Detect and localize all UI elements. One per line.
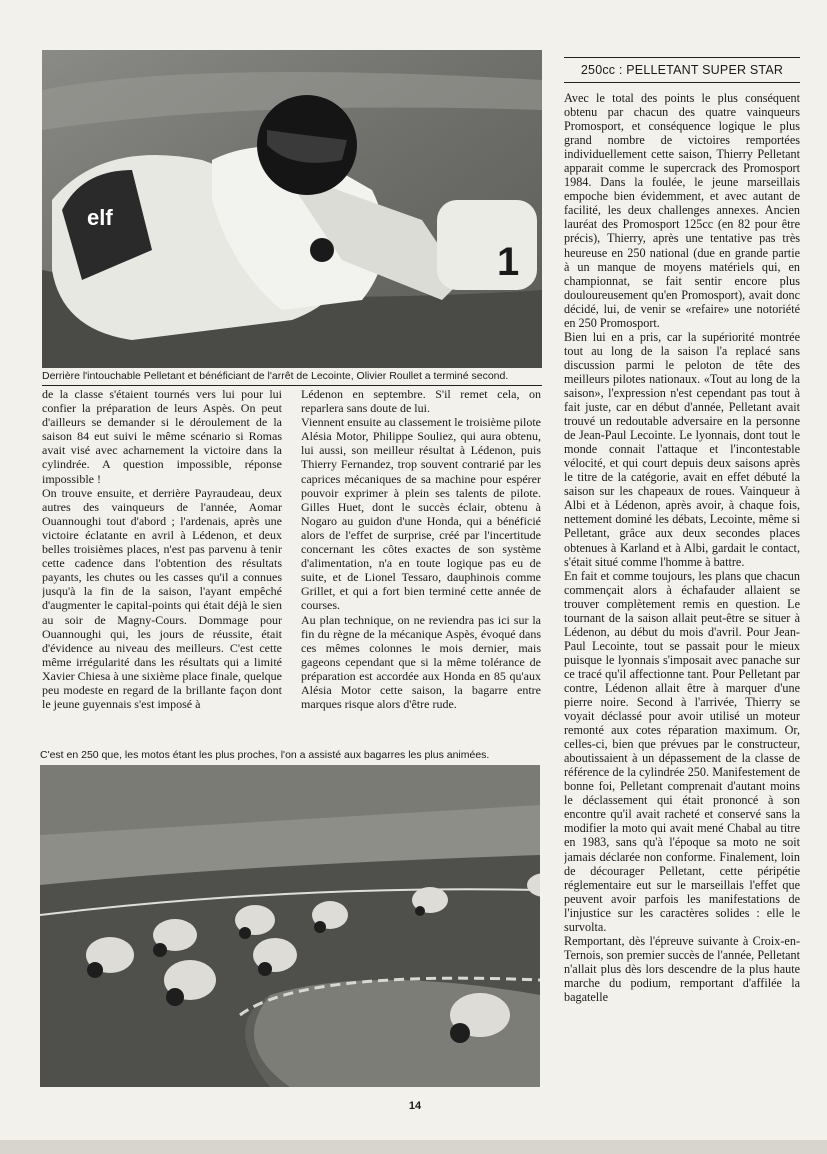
- elf-logo: elf: [87, 205, 113, 230]
- article-paragraph: Viennent ensuite au classement le troisième pilote Alésia Motor, Philippe Souliez, qui aura obtenu, lui aussi, son meilleur résultat à Lédenon, puis Thierry Fernandez, trop souvent contrarié par les caprices mécaniques de sa machine pour espérer pouvoir exprimer à plein ses talents de pilote. Gilles Huet, dont le succès éclair, obtenu à Nogaro au guidon d'une Honda, qui a bénéficié alors de l'effet de surprise, créé par l'incertitude concernant les côtes exactes de son système d'alimentation, n'a en toute logique pas eu de suite, et de Lionel Tessaro, dauphinois comme Grillet, et qui a fort bien terminé cette année de courses.: [301, 415, 541, 613]
- article-column-middle: [301, 387, 541, 745]
- page-edge: [0, 1140, 827, 1154]
- photo-caption-top: Derrière l'intouchable Pelletant et bénéficiant de l'arrêt de Lecointe, Olivier Roullet a terminé second.: [42, 370, 542, 386]
- article-paragraph: On trouve ensuite, et derrière Payraudeau, deux autres des vainqueurs de l'année, Aomar Ouannoughi tout d'abord ; l'ardenais, après une victoire éclatante en avril à Lédenon, et deux belles troisièmes places, n'est pas parvenu à tenir cette cadence dans l'obtention des résultats payants, les chutes ou les casses qu'il a connues jusqu'à la fin de la saison, l'ayant empêché d'augmenter le capital-points qui était déjà le sien au soir de Magny-Cours. Dommage pour Ouannoughi qui, les jours de réussite, était d'évidence au niveau des meilleurs. C'est cette même irrégularité dans les résultats qui a limité Xavier Chiesa à une sixième place finale, quelque peu modeste en regard de la brillante façon dont le jeune guyennais s'est imposé à: [42, 485, 282, 712]
- article-paragraph: de la classe s'étaient tournés vers lui pour lui confier la préparation de leurs Aspès. On peut d'ailleurs se demander si le déroulement de la saison 84 eut suivi le même scénario si Romas avait visé avec acharnement la victoire dans la cylindrée. A question impossible, réponse impossible !: [42, 387, 282, 486]
- sidebar-paragraph: En fait et comme toujours, les plans que chacun commençait alors à échafauder allaient se trouver complètement remis en question. Le tournant de la saison allait peut-être se situer à Lédenon, au début du mois d'avril. Pour Jean-Paul Lecointe, tout se passait pour le mieux puisque le lyonnais s'imposait avec panache sur ce tracé qu'il affectionne tant. Pour Pelletant par contre, Lédenon allait être à marquer d'une pierre noire. Second à l'arrivée, Thierry se voyait déclassé pour avoir utilisé un moteur remonté aux cotes réparation maximum. Or, celles-ci, bien que prévues par le constructeur, aboutissaient à un dépassement de la classe de référence de la cylindrée 250. Manifestement de bonne foi, Pelletant comprenait d'autant moins le déclassement qui était prononcé à son encontre qu'il avait racheté et conservé sans la modifier la moto qui avait mené Chabal au titre en 1983, sans qu'à l'époque sa moto ne soit jamais déclarée non conforme. Finalement, loin de décourager Pelletant, cette péripétie réglementaire eut sur le marseillais l'effet que peuvent avoir parfois les manifestations de l'injustice sur les caractères solides : elle le survolta.: [564, 568, 800, 934]
- article-paragraph: Au plan technique, on ne reviendra pas ici sur la fin du règne de la mécanique Aspès, évoqué dans ces mêmes colonnes le mois dernier, mais gageons cependant que si la même tolérance de préparation est accordée aux Honda en 85 qu'aux Alésia Motor cette saison, la bagarre entre marques risque alors d'être rude.: [301, 612, 541, 712]
- photo-caption-bottom: C'est en 250 que, les motos étant les plus proches, l'on a assisté aux bagarres les plus animées.: [40, 749, 490, 761]
- sidebar-title: 250cc : PELLETANT SUPER STAR: [564, 57, 800, 83]
- photo-rider-pelletant: [42, 50, 542, 368]
- glove-icon: [310, 238, 334, 262]
- sidebar-column: [564, 91, 800, 1127]
- rider-illustration: [42, 50, 542, 368]
- photo-race-pack: [40, 765, 540, 1087]
- race-number-icon: 1: [497, 240, 520, 284]
- sidebar-paragraph: Remportant, dès l'épreuve suivante à Croix-en-Ternois, son premier succès de l'année, Pelletant n'allait plus dès lors descendre de la plus haute marche du podium, remportant d'affilée la bagatelle: [564, 933, 800, 1004]
- page-number: 14: [408, 1100, 422, 1112]
- article-paragraph: Lédenon en septembre. S'il remet cela, on reparlera sans doute de lui.: [301, 387, 541, 416]
- sidebar-paragraph: Bien lui en a pris, car la supériorité montrée tout au long de la saison l'a replacé sans discussion parmi le peloton de tête des meilleurs pilotes nationaux. «Tout au long de la saison», l'expression n'est cependant pas tout à fait juste, car en début d'année, Pelletant avait trouvé un redoutable adversaire en la personne de Jean-Paul Lecointe. Le lyonnais, dont tout le monde connait l'attaque et l'incontestable vélocité, et qui court depuis deux saisons après le titre de la catégorie, avait en effet débuté la saison sur les chapeaux de roues. Vainqueur à Albi et à Lédenon, après avoir, à chaque fois, nettement dominé les débats, Lecointe, même si Pelletant, grâce aux deux secondes places obtenues à Karland et à Albi, gardait le contact, s'était situé comme l'homme à battre.: [564, 329, 800, 569]
- race-illustration: [40, 765, 540, 1087]
- article-column-left: [42, 387, 282, 745]
- sidebar-paragraph: Avec le total des points le plus conséquent obtenu par chacun des quatre vainqueurs Promosport, et conséquence logique le plus grand nombre de victoires remportées individuellement cette saison, Thierry Pelletant apparait comme le supercrack des Promosport 1984. Dans la foulée, le jeune marseillais empoche bien évidemment, et avec autant de facilité, les deux challenges annexes. Ancien lauréat des Promosport 125cc (en 82 pour être précis), Thierry, après une tentative pas très heureuse en 250 national (due en grande partie à un manque de moyens matériels qui, en championnat, se fait sentir encore plus douloureusement qu'en Promosport), avait donc décidé, lui, de venir se «refaire» une notoriété en 250 Promosport.: [564, 91, 800, 330]
